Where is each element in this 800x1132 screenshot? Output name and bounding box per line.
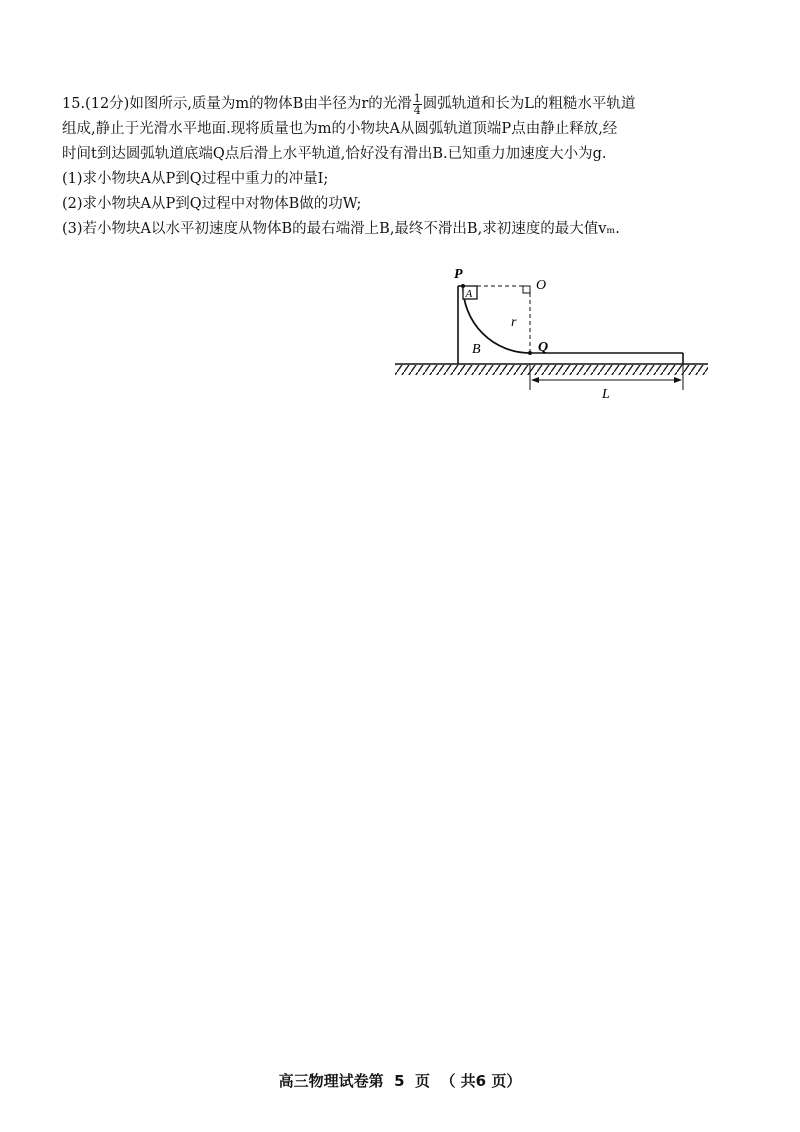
problem-line-1-start: 15.(12分)如图所示,质量为m的物体B由半径为r的光滑 [62,96,412,112]
fraction-numerator: 1 [413,91,421,105]
dimension-arrow-left [531,377,539,383]
page-footer: 高三物理试卷第 5 页 （ 共6 页） [278,1072,522,1090]
problem-line-2: 组成,静止于光滑水平地面.现将质量也为m的小物块A从圆弧轨道顶端P点由静止释放,经 [62,121,618,137]
dimension-arrow-right [674,377,682,383]
problem-15 [62,92,722,242]
label-a: A [465,288,473,300]
quarter-fraction [413,93,422,116]
physics-diagram [390,262,720,412]
point-p-dot [461,284,465,288]
problem-line-1-end: 圆弧轨道和长为L的粗糙水平轨道 [422,96,636,112]
question-2: (2)求小物块A从P到Q过程中对物体B做的功W; [62,196,362,212]
label-o: O [536,278,547,293]
ground-hatching [395,365,708,375]
diagram-svg [390,262,720,412]
label-r: r [511,315,517,330]
problem-line-1 [62,92,722,117]
label-q: Q [538,340,549,355]
question-3: (3)若小物块A以水平初速度从物体B的最右端滑上B,最终不滑出B,求初速度的最大值vₘ. [62,221,620,237]
center-marker [523,286,530,293]
label-l: L [602,387,610,402]
problem-line-3: 时间t到达圆弧轨道底端Q点后滑上水平轨道,恰好没有滑出B.已知重力加速度大小为g. [62,146,607,162]
fraction-denominator: 4 [413,103,421,117]
label-b: B [472,342,481,357]
question-1: (1)求小物块A从P到Q过程中重力的冲量I; [62,171,329,187]
point-q-dot [528,351,532,355]
label-p: P [454,267,463,282]
